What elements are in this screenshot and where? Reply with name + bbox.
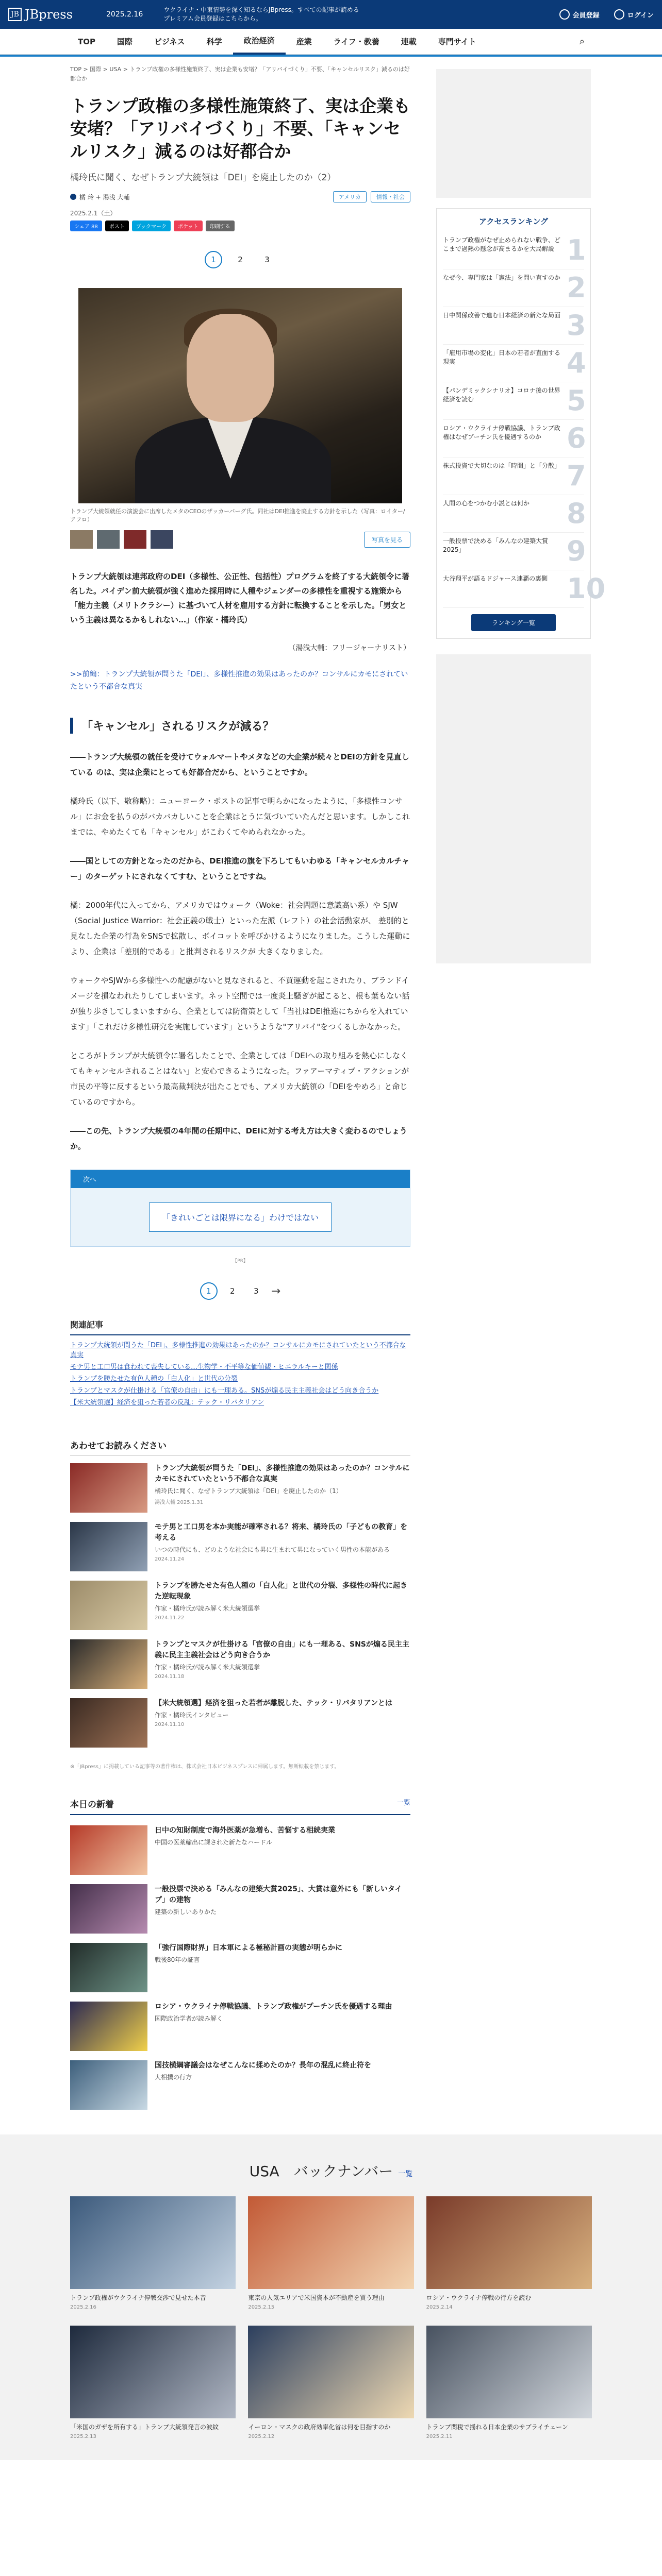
newest-card-desc: 建築の新しいありかた [155, 1908, 217, 1916]
gallery-button[interactable]: 写真を見る [364, 532, 410, 548]
page-1-link-bottom[interactable]: 1 [200, 1282, 218, 1300]
backnumber-thumb[interactable] [70, 2326, 236, 2418]
backnumber-more-link[interactable]: 一覧 [398, 2170, 413, 2178]
newest-card[interactable] [70, 1884, 410, 1934]
page-pager-bottom [70, 1282, 410, 1300]
member-register-link[interactable]: 会員登録 [559, 9, 600, 20]
article-lead: トランプ大統領は連邦政府のDEI（多様性、公正性、包括性）プログラムを終了する大統領令に署名した。バイデン前大統領が強く進めた採用時に人種やジェンダーの多様性を重視する施策から「能力主義（メリトクラシー）に基づいて人材を雇用する方針に転換することを示した。「男女という主義は異なるかもしれない…」（作家・橘玲氏） [70, 572, 410, 624]
article-title: トランプ政権の多様性施策終了、実は企業も安堵？「アリバイづくり」不要、「キャンセルリスク」減るのは好都合か [70, 96, 410, 161]
newest-card-title[interactable]: 一般投票で決める「みんなの建築大賞2025」、大賞は意外にも「新しいタイプ」の建物 [155, 1885, 402, 1904]
ranking-item[interactable] [443, 269, 584, 307]
recommend-card-body [155, 1639, 410, 1689]
print-button[interactable]: 印刷する [206, 221, 235, 231]
top-bar [0, 0, 662, 29]
thumbnail-1[interactable] [70, 530, 93, 549]
article-main [70, 57, 410, 2119]
backnumber-meta: 2025.2.14 [426, 2304, 453, 2310]
related-link[interactable]: トランプを勝たせた有色人種の「白人化」と世代の分裂 [70, 1375, 238, 1383]
tag-america[interactable]: アメリカ [333, 191, 367, 202]
backnumber-meta: 2025.2.12 [248, 2434, 275, 2439]
backnumber-item[interactable] [248, 2196, 413, 2310]
recommend-card-desc: 作家・橘玲氏が読み解く米大統領選挙 [155, 1664, 260, 1671]
share-pocket-button[interactable]: ポケット [174, 221, 203, 231]
publish-date: 2025.2.1（土） [70, 210, 117, 217]
backnumber-thumb[interactable] [248, 2196, 413, 2289]
backnumber-title[interactable]: トランプ政権がウクライナ停戦交渉で見せた本音 [70, 2294, 206, 2301]
page-pager-top [70, 251, 410, 268]
ad-label: 【PR】 [233, 1259, 248, 1264]
user-icon [559, 9, 570, 20]
body-paragraph: ――トランプ大統領の就任を受けてウォルマートやメタなどの大企業が続々とDEIの方針を見直している のは、実は企業にとっても好都合だから、ということですか。 [70, 752, 409, 777]
recommend-card-body [155, 1581, 410, 1630]
recommend-card[interactable] [70, 1698, 410, 1748]
body-paragraph: 橘玲氏（以下、敬称略）：ニューヨーク・ポストの記事で明らかになったように、「多様性コンサル」にお金を払うのがバカバカしいことを企業はとうに気づいていたんだと思います。しかしこれまでは、やめたくても「キャンセル」がこわくてやめられなかった。 [70, 796, 410, 837]
newest-list [70, 1825, 410, 2110]
backnumber-item[interactable] [70, 2196, 236, 2310]
ranking-item-title[interactable]: 株式投資で大切なのは「時間」と「分散」 [443, 462, 561, 469]
sidebar-ad-2[interactable] [436, 654, 591, 963]
nav-item-2[interactable]: ビジネス [154, 37, 185, 46]
backnumber-item[interactable] [70, 2326, 236, 2439]
backnumber-thumb[interactable] [70, 2196, 236, 2289]
recommend-card[interactable] [70, 1522, 410, 1571]
recommend-card-time: 2024.11.24 [155, 1556, 185, 1562]
share-x-button[interactable]: ポスト [105, 221, 129, 231]
ranking-more-button[interactable]: ランキング一覧 [471, 614, 556, 631]
recommend-card[interactable] [70, 1581, 410, 1630]
ranking-item-title[interactable]: 【パンデミックシナリオ】コロナ後の世界経済を読む [443, 387, 560, 403]
ranking-item-title[interactable]: トランプ政権がなぜ止められない戦争、どこまで過熱の懸念が高まるかを大局解説 [443, 236, 561, 252]
nav-item-7[interactable]: 連載 [401, 37, 417, 46]
newest-thumb[interactable] [70, 2002, 147, 2051]
newest-card-body [155, 1943, 342, 1992]
author-icon [70, 194, 76, 200]
ranking-number: 10 [567, 572, 606, 605]
body-paragraph: 橘：2000年代に入ってから、アメリカではウォーク（Woke：社会問題に意識高い系）や SJW（Social Justice Warrior：社会正義の戦士）といった左派（レフト）の社会活動家が、 差別的と見なした企業の行為をSNSで拡散し、ボイコットを呼びかけるようになりました。こうした運動により、企業は「差別的である」と批判されるリスクが 大きくなりました。 [70, 901, 410, 956]
ranking-item-title[interactable]: 大谷翔平が語るドジャース連覇の裏側 [443, 575, 548, 582]
recommend-title: あわせてお読みください [70, 1438, 410, 1456]
body-paragraph: ――この先、トランプ大統領の4年間の任期中に、DEIに対する考え方は大きく変わるのでしょうか。 [70, 1126, 407, 1151]
ranking-title: アクセスランキング [478, 217, 549, 226]
nav-item-5[interactable]: 産業 [296, 37, 312, 46]
share-facebook-button[interactable]: シェア 88 [70, 221, 102, 231]
newest-card-desc: 大相撲の行方 [155, 2074, 192, 2081]
ranking-item-title[interactable]: なぜ今、専門家は「憲法」を問い直すのか [443, 274, 561, 281]
ranking-item[interactable] [443, 307, 584, 345]
ranking-number: 7 [567, 460, 586, 492]
page-1-link[interactable]: 1 [205, 251, 222, 268]
breadcrumb[interactable]: TOP > 国際 > USA > トランプ政権の多様性施策終了、実は企業も安堵？「アリバイづくり」不要、「キャンセルリスク」減るのは好都合か [70, 66, 410, 82]
related-list [70, 1341, 410, 1408]
thumbnail-2[interactable] [97, 530, 120, 549]
next-page-box [70, 1170, 410, 1247]
article-body [70, 749, 410, 1154]
recommend-card-title[interactable]: トランプとマスクが仕掛ける「官僚の自由」にも一理ある、SNSが煽る民主主義に民主主義社会はどう向き合うか [155, 1640, 409, 1659]
recommend-card-body [155, 1698, 392, 1748]
ranking-item[interactable] [443, 232, 584, 269]
recommend-card-title[interactable]: モテ男と工口男を本か実能が確率される？将来、橘玲氏の「子どもの教育」を考える [155, 1523, 407, 1542]
photo-caption: トランプ大統領就任の演説会に出席したメタのCEOのザッカーバーグ氏。同社はDEI推進を廃止する方針を示した（写真：ロイター/アフロ） [70, 508, 405, 523]
ranking-item-title[interactable]: 「雇用市場の変化」日本の若者が直面する現実 [443, 349, 561, 365]
premium-promo[interactable]: ウクライナ・中東情勢を深く知るならJBpress。すべての記事が読めるプレミアム会員登録はこちらから。 [163, 6, 359, 22]
newest-thumb[interactable] [70, 1825, 147, 1875]
newest-card[interactable] [70, 1943, 410, 1992]
recommend-card-time: 湯浅大輔 2025.1.31 [155, 1500, 204, 1505]
ranking-number: 9 [567, 535, 586, 567]
author-meta [70, 191, 410, 202]
newest-card-desc: 中国の医薬輸出に課された新たなハードル [155, 1839, 273, 1846]
ranking-box [436, 208, 606, 639]
backnumber-title[interactable]: 東京の人気エリアで米国資本が不動産を買う理由 [248, 2294, 385, 2301]
login-icon [614, 9, 624, 20]
ranking-number: 4 [567, 347, 586, 379]
page-3-link-bottom[interactable]: 3 [254, 1286, 259, 1296]
recommend-thumb[interactable] [70, 1522, 147, 1571]
copyright-notice: ※「JBpress」に掲載している記事等の著作権は、株式会社日本ビジネスプレスに帰属します。無断転載を禁じます。 [70, 1764, 340, 1770]
newest-title: 本日の新着 [70, 1800, 114, 1810]
related-title: 関連記事 [70, 1318, 410, 1335]
page-2-link-bottom[interactable]: 2 [230, 1286, 235, 1296]
ranking-number: 3 [567, 309, 586, 342]
recommend-card-time: 2024.11.18 [155, 1674, 185, 1680]
ranking-number: 6 [567, 422, 586, 454]
author-name[interactable]: 橘 玲 + 湯浅 大輔 [79, 193, 130, 201]
ranking-item[interactable] [443, 533, 584, 570]
recommend-card-body [155, 1463, 410, 1513]
recommend-card-title[interactable]: トランプを勝たせた有色人種の「白人化」と世代の分裂、多様性の時代に起きた逆転現象 [155, 1582, 407, 1601]
backnumber-meta: 2025.2.11 [426, 2434, 453, 2439]
search-icon[interactable]: ⌕ [579, 36, 585, 47]
backnumber-item[interactable] [426, 2196, 592, 2310]
section-heading: 「キャンセル」されるリスクが減る？ [70, 718, 410, 734]
nav-item-4[interactable]: 政治経済 [233, 29, 286, 55]
ranking-item[interactable] [443, 345, 584, 382]
next-page-button[interactable]: 「きれいごとは限界になる」わけではない [149, 1202, 332, 1232]
recommend-card-title[interactable]: トランプ大統領が問うた「DEI」、多様性推進の効果はあったのか？コンサルにカモにされていたという不都合な真実 [155, 1464, 410, 1483]
ranking-item-title[interactable]: 日中関係改善で進む日本経済の新たな局面 [443, 312, 561, 319]
login-link[interactable]: ログイン [614, 9, 654, 20]
newest-card-title[interactable]: 日中の知財制度で海外医薬が急増も、苦悩する相続実業 [155, 1826, 335, 1835]
backnumber-section [0, 2134, 662, 2460]
writer-credit: （湯浅大輔：フリージャーナリスト） [288, 644, 410, 652]
nav-item-0[interactable]: TOP [78, 37, 95, 46]
nav-item-3[interactable]: 科学 [206, 37, 222, 46]
thumbnail-4[interactable] [151, 530, 173, 549]
backnumber-title[interactable]: トランプ関税で揺れる日本企業のサプライチェーン [426, 2424, 568, 2431]
backnumber-meta: 2025.2.13 [70, 2434, 96, 2439]
ranking-item-title[interactable]: 人間の心をつかむ小説とは何か [443, 500, 530, 507]
page-3-link[interactable]: 3 [264, 255, 270, 264]
hero-photo[interactable] [78, 288, 402, 503]
backnumber-title[interactable]: イーロン・マスクの政府効率化省は何を目指すのか [248, 2424, 391, 2431]
recommend-card-body [155, 1522, 410, 1571]
ranking-number: 1 [567, 234, 586, 266]
next-arrow-icon[interactable]: → [271, 1284, 281, 1298]
ranking-number: 2 [567, 272, 586, 304]
newest-more-link[interactable]: 一覧 [396, 1799, 410, 1807]
newest-header [70, 1797, 410, 1815]
recommend-thumb[interactable] [70, 1698, 147, 1748]
ranking-item[interactable] [443, 495, 584, 533]
tag-info-society[interactable]: 情報・社会 [371, 191, 410, 202]
newest-card-body [155, 2002, 392, 2051]
body-paragraph: ウォークやSJWから多様性への配慮がないと見なされると、不買運動を起こされたり、ブランドイメージを損なわれたりしてしまいます。ネット空間では一度炎上騒ぎが起こると、根も葉もない話が独り歩きしてしまいますから、企業としては防衛策として「当社はDEI推進にちからを入れています」「これだけ多様性研究を実施しています」というような"アリバイ"をつくるしかなかった。 [70, 976, 410, 1031]
backnumber-title: USA バックナンバー 一覧 [249, 2163, 413, 2180]
newest-card-title[interactable]: 「強行国際財界」日本軍による極秘計画の実態が明らかに [155, 1944, 342, 1952]
next-label: 次へ [71, 1170, 410, 1188]
newest-card-desc: 戦後80年の証言 [155, 1956, 200, 1963]
sidebar-ad[interactable] [436, 69, 591, 198]
header-date: 2025.2.16 [106, 10, 143, 19]
ranking-number: 5 [567, 384, 586, 417]
share-buttons [70, 221, 410, 231]
logo-mark-icon: JB [8, 8, 22, 21]
site-logo[interactable] [8, 7, 106, 22]
body-paragraph: ところがトランプが大統領令に署名したことで、企業としては「DEIへの取り組みを熱心にしなくてもキャンセルされることはない」と安心できるようになった。ファアーマティブ・アクションが市民の平等に反するという最高裁判決が出たことでも、アメリカ大統領の「DEIをやめろ」と命じているのですから。 [70, 1051, 409, 1107]
newest-card[interactable] [70, 1825, 410, 1875]
ranking-item[interactable] [443, 457, 584, 495]
previous-article-link[interactable]: >>前編：トランプ大統領が問うた「DEI」、多様性推進の効果はあったのか？コンサルにカモにされていたという不都合な真実 [70, 670, 408, 691]
recommend-card-desc: 作家・橘玲氏インタビュー [155, 1711, 229, 1719]
ranking-item[interactable] [443, 382, 584, 420]
ranking-item-title[interactable]: 一般投票で決める「みんなの建築大賞2025」 [443, 537, 549, 553]
recommend-card-time: 2024.11.22 [155, 1615, 185, 1621]
thumbnail-3[interactable] [124, 530, 146, 549]
recommend-thumb[interactable] [70, 1463, 147, 1513]
related-link[interactable]: トランプとマスクが仕掛ける「官僚の自由」にも一理ある。SNSが煽る民主主義社会はどう向き合うか [70, 1387, 379, 1395]
main-nav [0, 29, 662, 55]
newest-card-desc: 国際政治学者が読み解く [155, 2015, 223, 2022]
recommend-card-desc: 橘玲氏に聞く、なぜトランプ大統領は「DEI」を廃止したのか（1） [155, 1487, 342, 1495]
related-link[interactable]: トランプ大統領が問うた「DEI」、多様性推進の効果はあったのか？コンサルにカモにされていたという不都合な真実 [70, 1342, 406, 1359]
recommend-card-desc: いつの時代にも、どのような社会にも男に生まれて男になっていく男性の本能がある [155, 1546, 390, 1553]
ranking-item[interactable] [443, 570, 606, 608]
page-footer-area [0, 2460, 662, 2576]
ranking-item[interactable] [443, 420, 584, 457]
page-2-link[interactable]: 2 [238, 255, 243, 264]
newest-card-body [155, 2060, 371, 2110]
ranking-number: 8 [567, 497, 586, 530]
share-hatena-button[interactable]: ブックマーク [132, 221, 171, 231]
newest-card-body [155, 1825, 335, 1875]
recommend-card-time: 2024.11.10 [155, 1722, 185, 1727]
backnumber-item[interactable] [248, 2326, 413, 2439]
article-subtitle: 橘玲氏に聞く、なぜトランプ大統領は「DEI」を廃止したのか（2） [70, 173, 336, 183]
nav-item-6[interactable]: ライフ・教養 [333, 37, 379, 46]
newest-thumb[interactable] [70, 1884, 147, 1934]
related-link[interactable]: 【米大統領選】経済を狙った若者の反乱：テック・リバタリアン [70, 1399, 264, 1406]
recommend-thumb[interactable] [70, 1581, 147, 1630]
newest-thumb[interactable] [70, 2060, 147, 2110]
logo-text: JBpress [25, 7, 73, 22]
newest-thumb[interactable] [70, 1943, 147, 1992]
backnumber-title[interactable]: ロシア・ウクライナ停戦の行方を読む [426, 2294, 532, 2301]
photo-thumbnails [70, 530, 410, 549]
sidebar [436, 57, 606, 2119]
nav-item-8[interactable]: 専門サイト [438, 37, 476, 46]
newest-card-body [155, 1884, 410, 1934]
backnumber-title[interactable]: 「米国のガザを所有する」トランプ大統領発言の波紋 [70, 2424, 219, 2431]
recommend-card[interactable] [70, 1463, 410, 1513]
backnumber-thumb[interactable] [426, 2196, 592, 2289]
newest-card[interactable] [70, 2060, 410, 2110]
backnumber-thumb[interactable] [248, 2326, 413, 2418]
backnumber-thumb[interactable] [426, 2326, 592, 2418]
backnumber-meta: 2025.2.16 [70, 2304, 96, 2310]
backnumber-item[interactable] [426, 2326, 592, 2439]
ranking-item-title[interactable]: ロシア・ウクライナ停戦協議、トランプ政権はなぜプーチン氏を優遇するのか [443, 425, 560, 440]
recommend-list [70, 1463, 410, 1748]
recommend-thumb[interactable] [70, 1639, 147, 1689]
recommend-card-title[interactable]: 【米大統領選】経済を狙った若者が離脱した、テック・リバタリアンとは [155, 1699, 393, 1707]
body-paragraph: ――国としての方針となったのだから、DEI推進の旗を下ろしてもいわゆる「キャンセルカルチャー」のターゲットにされなくてすむ、ということですね。 [70, 856, 409, 881]
backnumber-meta: 2025.2.15 [248, 2304, 275, 2310]
newest-card[interactable] [70, 2002, 410, 2051]
recommend-card-desc: 作家・橘玲氏が読み解く米大統領選挙 [155, 1605, 260, 1612]
newest-card-title[interactable]: ロシア・ウクライナ停戦協議、トランプ政権がプーチン氏を優遇する理由 [155, 2003, 392, 2011]
related-link[interactable]: モテ男と工口男は食われて喪失している…生物学・不平等な価値観・ヒエラルキーと関係 [70, 1363, 338, 1371]
newest-card-title[interactable]: 国技横綱審議会はなぜこんなに揉めたのか？長年の混乱に終止符を [155, 2061, 371, 2070]
recommend-card[interactable] [70, 1639, 410, 1689]
nav-item-1[interactable]: 国際 [117, 37, 133, 46]
